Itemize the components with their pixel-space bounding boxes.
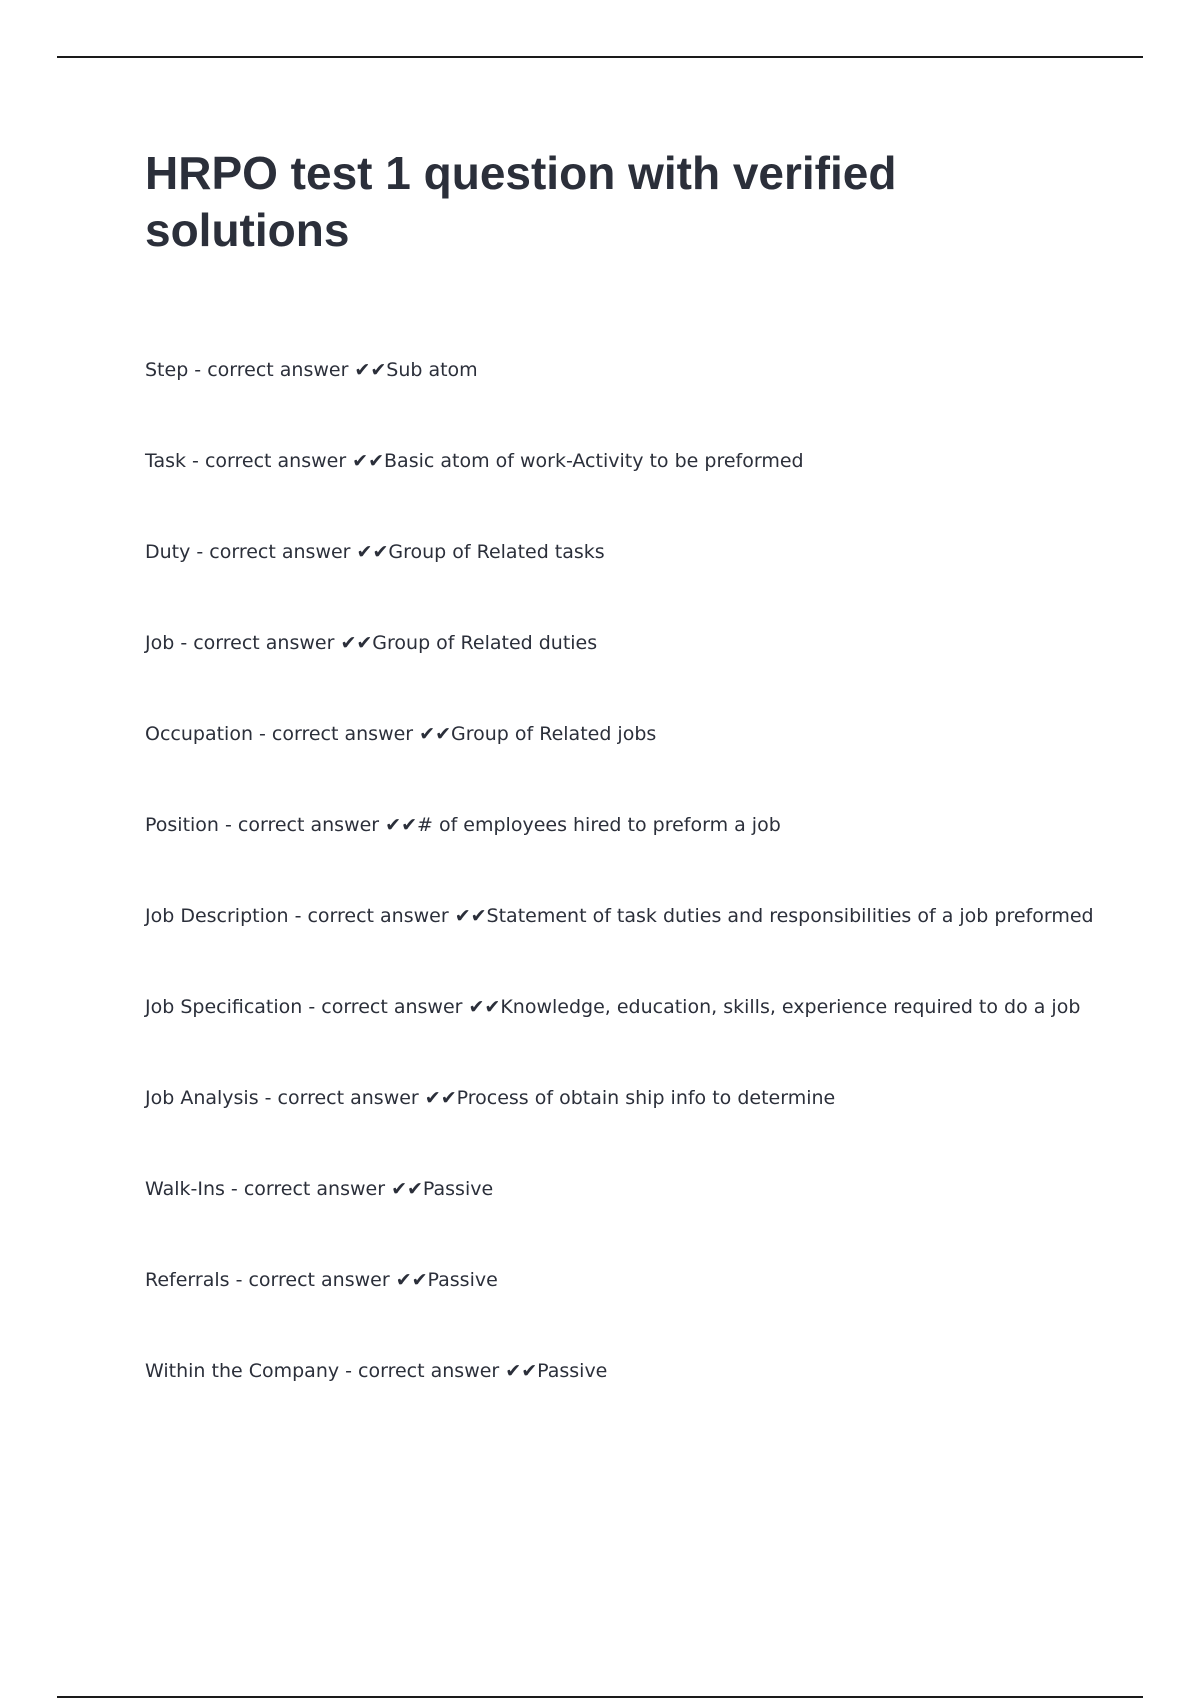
qa-list: [145, 356, 1145, 1448]
qa-item-step: Step - correct answer ✔✔Sub atom: [145, 359, 478, 381]
qa-item-job-analysis: Job Analysis - correct answer ✔✔Process of obtain ship info to determine: [145, 1087, 836, 1109]
top-divider: [57, 56, 1143, 58]
qa-item-duty: Duty - correct answer ✔✔Group of Related tasks: [145, 541, 605, 563]
qa-item-job-specification: Job Specification - correct answer ✔✔Knowledge, education, skills, experience required to do a job: [145, 996, 1081, 1018]
document-title: HRPO test 1 question with verified solutions: [145, 147, 897, 256]
qa-item-job: Job - correct answer ✔✔Group of Related duties: [145, 632, 598, 654]
qa-item-within-company: Within the Company - correct answer ✔✔Passive: [145, 1360, 608, 1382]
qa-item-referrals: Referrals - correct answer ✔✔Passive: [145, 1269, 498, 1291]
qa-item-job-description: Job Description - correct answer ✔✔Statement of task duties and responsibilities of a job preformed: [145, 905, 1094, 927]
bottom-divider: [57, 1696, 1143, 1698]
qa-item-walk-ins: Walk-Ins - correct answer ✔✔Passive: [145, 1178, 494, 1200]
qa-item-occupation: Occupation - correct answer ✔✔Group of Related jobs: [145, 723, 657, 745]
qa-item-position: Position - correct answer ✔✔# of employees hired to preform a job: [145, 814, 781, 836]
qa-item-task: Task - correct answer ✔✔Basic atom of work-Activity to be preformed: [145, 450, 804, 472]
